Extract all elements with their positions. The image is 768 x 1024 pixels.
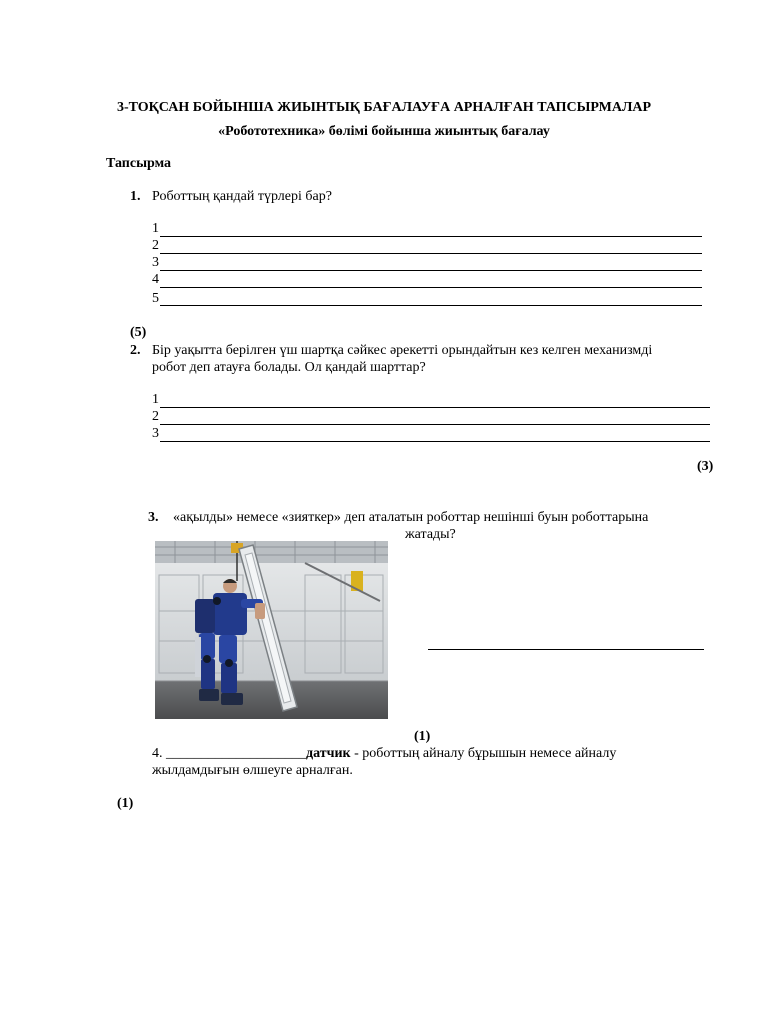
q4-prefix: 4. — [152, 746, 166, 761]
q1-text: Роботтың қандай түрлері бар? — [152, 189, 332, 204]
q1-answer-line-2[interactable] — [160, 253, 702, 254]
q4-text-line2: жылдамдығын өлшеуге арналған. — [152, 763, 353, 778]
q3-score: (1) — [414, 729, 431, 744]
q2-blank-label: 1 — [152, 392, 159, 407]
q2-blank-label: 2 — [152, 409, 159, 424]
exoskeleton-robot-illustration — [155, 541, 388, 719]
q1-answer-line-3[interactable] — [160, 270, 702, 271]
q2-answer-line-2[interactable] — [160, 424, 710, 425]
q1-blank-row-1 — [152, 221, 159, 237]
subtitle-bold: «Робототехника» — [218, 124, 326, 139]
q1-blank-label: 5 — [152, 291, 159, 306]
q1-answer-line-4[interactable] — [160, 287, 702, 288]
q2-answer-line-1[interactable] — [160, 407, 710, 408]
section-label: Тапсырма — [106, 156, 172, 171]
q2-blank-row-3 — [152, 426, 159, 442]
q2-blank-row-1 — [152, 392, 159, 408]
q4-line1-rest: - роботтың айналу бұрышын немесе айналу — [350, 746, 617, 761]
q1-answer-line-1[interactable] — [160, 236, 702, 237]
q1-blank-row-2 — [152, 238, 159, 254]
q3-answer-line[interactable] — [428, 649, 704, 650]
q1-blank-label: 3 — [152, 255, 159, 270]
subtitle-rest: бөлімі бойынша жиынтық бағалау — [325, 124, 550, 139]
q1-blank-row-5 — [152, 291, 159, 307]
q4-score: (1) — [117, 796, 134, 811]
q2-answer-line-3[interactable] — [160, 441, 710, 442]
q3-text-line1: «ақылды» немесе «зияткер» деп аталатын роботтар нешінші буын роботтарына — [173, 510, 649, 525]
q2-text-line1: Бір уақытта берілген үш шартқа сәйкес әрекетті орындайтын кез келген механизмді — [152, 343, 653, 358]
q2-score: (3) — [697, 459, 714, 474]
q2-blank-label: 3 — [152, 426, 159, 441]
q2-blank-row-2 — [152, 409, 159, 425]
q1-number: 1. — [130, 189, 141, 204]
q4-answer-blank[interactable]: ____________________ — [166, 746, 306, 761]
q1-blank-label: 2 — [152, 238, 159, 253]
q1-blank-row-3 — [152, 255, 159, 271]
q4-text-line1 — [152, 746, 616, 762]
exoskeleton-robot-photo — [155, 541, 388, 719]
q3-text-line2: жатады? — [405, 527, 456, 542]
q1-blank-row-4 — [152, 272, 159, 288]
q1-score: (5) — [130, 325, 147, 340]
q3-number: 3. — [148, 510, 159, 525]
page-title: 3-ТОҚСАН БОЙЫНША ЖИЫНТЫҚ БАҒАЛАУҒА АРНАЛҒАН ТАПСЫРМАЛАР — [116, 100, 652, 115]
q4-term: датчик — [306, 746, 351, 761]
q2-number: 2. — [130, 343, 141, 358]
q1-blank-label: 4 — [152, 272, 159, 287]
q1-blank-label: 1 — [152, 221, 159, 236]
q2-text-line2: робот деп атауға болады. Ол қандай шарттар? — [152, 360, 426, 375]
page-subtitle — [0, 124, 768, 140]
q1-answer-line-5[interactable] — [160, 305, 702, 306]
